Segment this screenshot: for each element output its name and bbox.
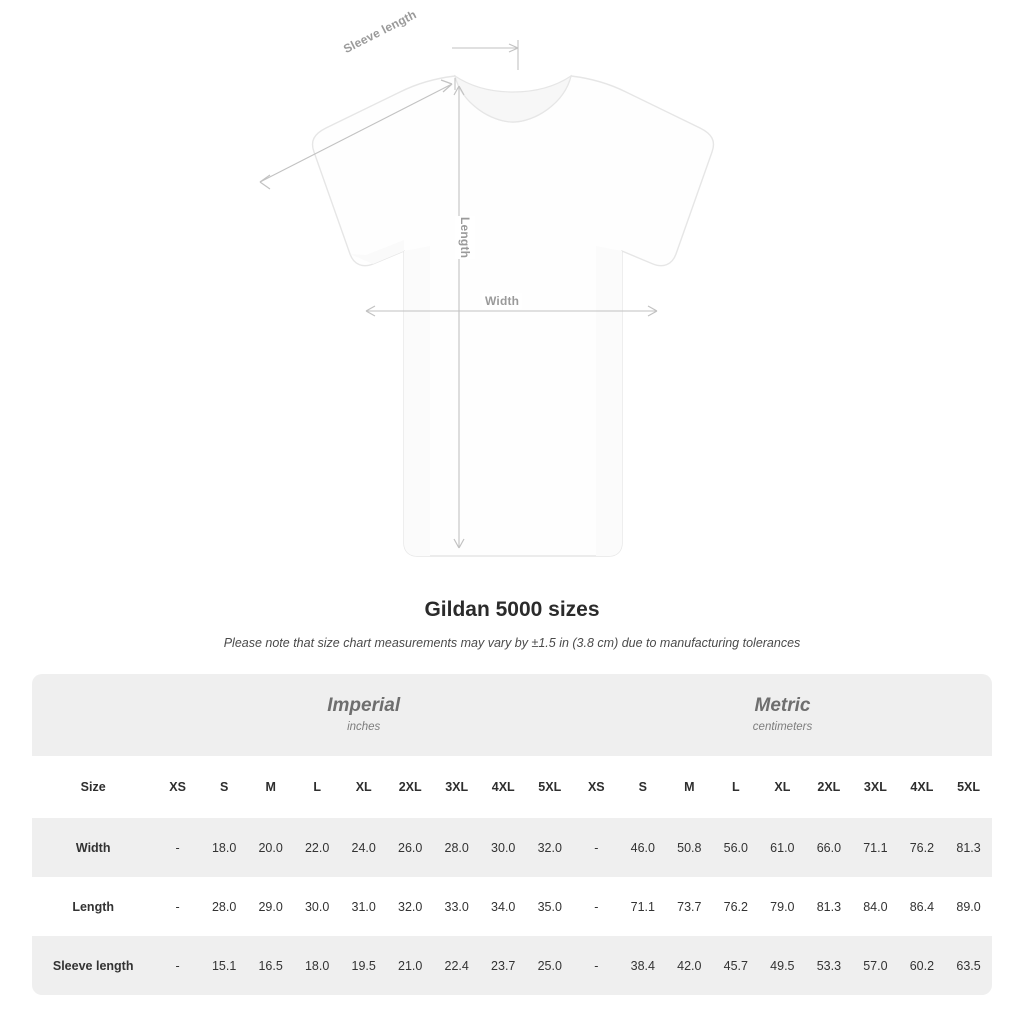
length-metric-m: 73.7 [666, 877, 713, 936]
metric-unit-name: Metric [754, 694, 811, 716]
size-header-imperial-m: M [247, 756, 294, 818]
length-imperial-xs: - [154, 877, 201, 936]
size-header-metric-5xl: 5XL [945, 756, 992, 818]
sleeve-imperial-l: 18.0 [294, 936, 341, 995]
width-metric-xs: - [573, 818, 620, 877]
sleeve-imperial-4xl: 23.7 [480, 936, 527, 995]
length-imperial-s: 28.0 [201, 877, 248, 936]
length-imperial-3xl: 33.0 [433, 877, 480, 936]
imperial-unit-header [154, 674, 573, 756]
width-label: Width [482, 293, 522, 309]
length-metric-3xl: 84.0 [852, 877, 899, 936]
size-header-imperial-s: S [201, 756, 248, 818]
width-metric-l: 56.0 [713, 818, 760, 877]
length-metric-l: 76.2 [713, 877, 760, 936]
sleeve-imperial-3xl: 22.4 [433, 936, 480, 995]
size-header-imperial-5xl: 5XL [526, 756, 573, 818]
width-imperial-2xl: 26.0 [387, 818, 434, 877]
width-imperial-xl: 24.0 [340, 818, 387, 877]
imperial-unit-sub: inches [347, 720, 381, 733]
table-row [32, 877, 992, 936]
unit-header-row [32, 674, 992, 756]
size-header-metric-xs: XS [573, 756, 620, 818]
width-metric-2xl: 66.0 [806, 818, 853, 877]
sleeve-metric-xs: - [573, 936, 620, 995]
length-imperial-xl: 31.0 [340, 877, 387, 936]
width-metric-xl: 61.0 [759, 818, 806, 877]
unit-header-spacer [32, 674, 154, 756]
length-metric-4xl: 86.4 [899, 877, 946, 936]
size-table-wrapper [32, 674, 992, 995]
size-header-metric-xl: XL [759, 756, 806, 818]
length-imperial-m: 29.0 [247, 877, 294, 936]
tshirt-shape [313, 76, 714, 556]
width-metric-s: 46.0 [620, 818, 667, 877]
sleeve-length-label: Sleeve length [338, 5, 422, 58]
size-header-row [32, 756, 992, 818]
size-header-metric-l: L [713, 756, 760, 818]
width-imperial-xs: - [154, 818, 201, 877]
metric-unit-sub: centimeters [752, 720, 813, 733]
width-metric-4xl: 76.2 [899, 818, 946, 877]
length-metric-xs: - [573, 877, 620, 936]
length-imperial-l: 30.0 [294, 877, 341, 936]
width-imperial-5xl: 32.0 [526, 818, 573, 877]
width-metric-m: 50.8 [666, 818, 713, 877]
size-header-imperial-xl: XL [340, 756, 387, 818]
width-imperial-l: 22.0 [294, 818, 341, 877]
sleeve-metric-l: 45.7 [713, 936, 760, 995]
size-header-imperial-2xl: 2XL [387, 756, 434, 818]
metric-unit-header [573, 674, 992, 756]
length-imperial-5xl: 35.0 [526, 877, 573, 936]
table-row [32, 818, 992, 877]
length-metric-xl: 79.0 [759, 877, 806, 936]
length-imperial-4xl: 34.0 [480, 877, 527, 936]
sleeve-imperial-2xl: 21.0 [387, 936, 434, 995]
size-header-metric-s: S [620, 756, 667, 818]
size-header-metric-3xl: 3XL [852, 756, 899, 818]
sleeve-metric-2xl: 53.3 [806, 936, 853, 995]
table-row [32, 936, 992, 995]
size-header-label: Size [32, 756, 154, 818]
sleeve-metric-3xl: 57.0 [852, 936, 899, 995]
sleeve-imperial-5xl: 25.0 [526, 936, 573, 995]
size-table [32, 674, 992, 995]
size-header-metric-m: M [666, 756, 713, 818]
row-label-sleeve-length: Sleeve length [32, 936, 154, 995]
row-label-length: Length [32, 877, 154, 936]
imperial-unit-name: Imperial [327, 694, 401, 716]
length-label: Length [455, 216, 475, 259]
sleeve-metric-s: 38.4 [620, 936, 667, 995]
length-metric-s: 71.1 [620, 877, 667, 936]
sleeve-metric-xl: 49.5 [759, 936, 806, 995]
size-header-imperial-xs: XS [154, 756, 201, 818]
tolerance-note: Please note that size chart measurements may vary by ±1.5 in (3.8 cm) due to manufacturing tolerances [223, 636, 801, 650]
length-imperial-2xl: 32.0 [387, 877, 434, 936]
size-header-metric-2xl: 2XL [806, 756, 853, 818]
sleeve-metric-4xl: 60.2 [899, 936, 946, 995]
page-title: Gildan 5000 sizes [424, 598, 600, 621]
sleeve-imperial-xl: 19.5 [340, 936, 387, 995]
length-metric-2xl: 81.3 [806, 877, 853, 936]
size-header-imperial-3xl: 3XL [433, 756, 480, 818]
width-metric-5xl: 81.3 [945, 818, 992, 877]
width-metric-3xl: 71.1 [852, 818, 899, 877]
sleeve-metric-m: 42.0 [666, 936, 713, 995]
width-imperial-4xl: 30.0 [480, 818, 527, 877]
sleeve-metric-5xl: 63.5 [945, 936, 992, 995]
size-header-imperial-4xl: 4XL [480, 756, 527, 818]
size-header-imperial-l: L [294, 756, 341, 818]
sleeve-imperial-s: 15.1 [201, 936, 248, 995]
row-label-width: Width [32, 818, 154, 877]
title-block [0, 598, 1024, 650]
width-imperial-s: 18.0 [201, 818, 248, 877]
width-imperial-m: 20.0 [247, 818, 294, 877]
length-metric-5xl: 89.0 [945, 877, 992, 936]
sleeve-imperial-xs: - [154, 936, 201, 995]
width-imperial-3xl: 28.0 [433, 818, 480, 877]
size-header-metric-4xl: 4XL [899, 756, 946, 818]
sleeve-imperial-m: 16.5 [247, 936, 294, 995]
